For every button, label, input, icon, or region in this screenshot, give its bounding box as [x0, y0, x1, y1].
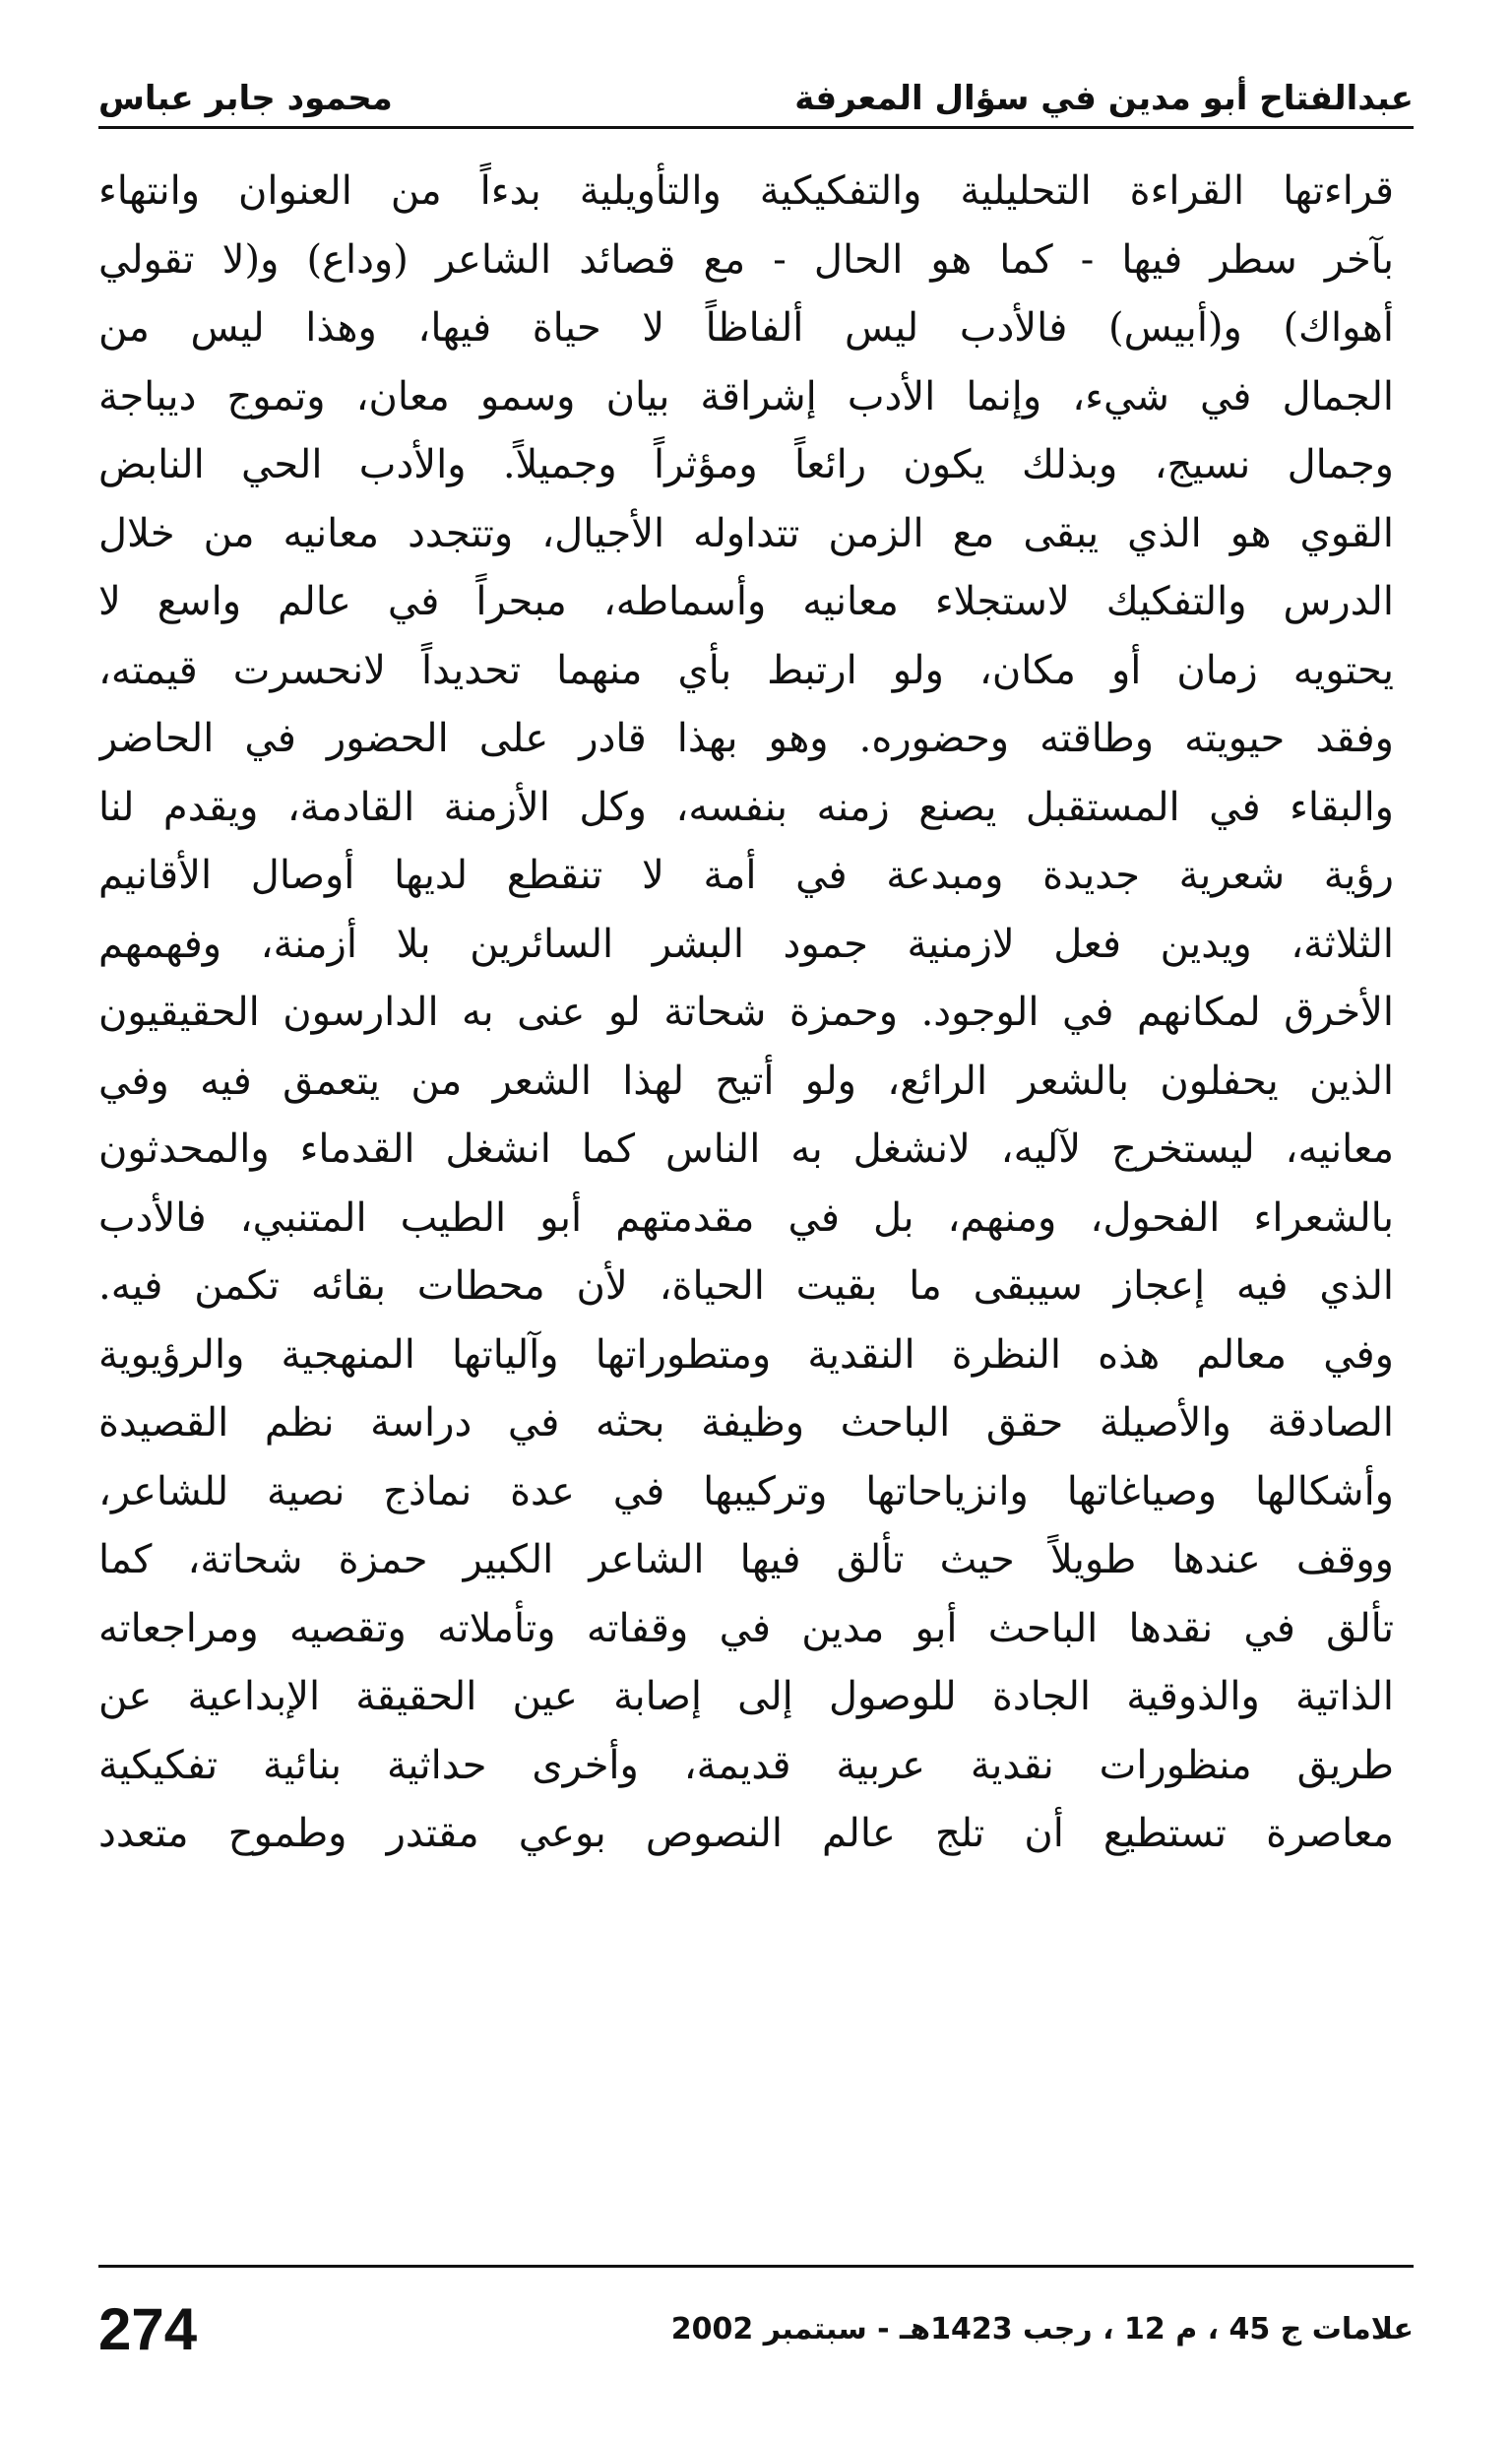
- text-line: أهواك) و(أبيس) فالأدب ليس ألفاظاً لا حياة فيها، وهذا ليس من: [98, 305, 1394, 351]
- page-number: 274: [98, 2295, 198, 2362]
- text-line: تألق في نقدها الباحث أبو مدين في وقفاته وتأملاته وتقصيه ومراجعاته: [98, 1605, 1394, 1651]
- text-line: بالشعراء الفحول، ومنهم، بل في مقدمتهم أبو الطيب المتنبي، فالأدب: [98, 1194, 1394, 1241]
- text-line: الصادقة والأصيلة حقق الباحث وظيفة بحثه في دراسة نظم القصيدة: [98, 1400, 1394, 1446]
- text-line: الثلاثة، ويدين فعل لازمنية جمود البشر السائرين بلا أزمنة، وفهمهم: [98, 921, 1394, 967]
- text-line: معاصرة تستطيع أن تلج عالم النصوص بوعي مقتدر وطموح متعدد: [98, 1811, 1394, 1856]
- text-line: الأخرق لمكانهم في الوجود. وحمزة شحاتة لو عنى به الدارسون الحقيقيون: [98, 990, 1394, 1035]
- text-line: يحتويه زمان أو مكان، ولو ارتبط بأي منهما تحديداً لانحسرت قيمته،: [98, 647, 1394, 693]
- text-line: رؤية شعرية جديدة ومبدعة في أمة لا تنقطع لديها أوصال الأقانيم: [98, 853, 1394, 898]
- text-line: الجمال في شيء، وإنما الأدب إشراقة بيان وسمو معان، وتموج ديباجة: [98, 373, 1394, 419]
- text-line: القوي هو الذي يبقى مع الزمن تتداوله الأجيال، وتتجدد معانيه من خلال: [98, 510, 1394, 556]
- body-text: [98, 158, 1394, 1869]
- text-line: بآخر سطر فيها - كما هو الحال - مع قصائد الشاعر (وداع) و(لا تقولي: [98, 236, 1394, 283]
- text-line: الذاتية والذوقية الجادة للوصول إلى إصابة عين الحقيقة الإبداعية عن: [98, 1674, 1394, 1719]
- text-line: طريق منظورات نقدية عربية قديمة، وأخرى حداثية بنائية تفكيكية: [98, 1742, 1394, 1788]
- footer-divider: [98, 2265, 1414, 2268]
- text-line: وفي معالم هذه النظرة النقدية ومتطوراتها وآلياتها المنهجية والرؤيوية: [98, 1331, 1394, 1378]
- header-divider: [98, 126, 1414, 129]
- text-line: وأشكالها وصياغاتها وانزياحاتها وتركيبها في عدة نماذج نصية للشاعر،: [98, 1468, 1394, 1514]
- text-line: وجمال نسيج، وبذلك يكون رائعاً ومؤثراً وجميلاً. والأدب الحي النابض: [98, 442, 1394, 487]
- text-line: وفقد حيويته وطاقته وحضوره. وهو بهذا قادر على الحضور في الحاضر: [98, 716, 1394, 761]
- text-line: الدرس والتفكيك لاستجلاء معانيه وأسماطه، مبحراً في عالم واسع لا: [98, 579, 1394, 624]
- header-author: محمود جابر عباس: [98, 79, 393, 118]
- journal-info: علامات ج 45 ، م 12 ، رجب 1423هـ - سبتمبر 2002: [670, 2311, 1414, 2346]
- text-line: معانيه، ليستخرج لآليه، لانشغل به الناس كما انشغل القدماء والمحدثون: [98, 1126, 1394, 1172]
- text-line: ووقف عندها طويلاً حيث تألق فيها الشاعر الكبير حمزة شحاتة، كما: [98, 1537, 1394, 1582]
- text-line: الذي فيه إعجاز سيبقى ما بقيت الحياة، لأن محطات بقائه تكمن فيه.: [98, 1263, 1394, 1309]
- text-line: الذين يحفلون بالشعر الرائع، ولو أتيح لهذا الشعر من يتعمق فيه وفي: [98, 1058, 1394, 1104]
- text-line: والبقاء في المستقبل يصنع زمنه بنفسه، وكل الأزمنة القادمة، ويقدم لنا: [98, 784, 1394, 830]
- running-footer: [98, 2284, 1414, 2373]
- running-header: [98, 49, 1414, 118]
- text-line: قراءتها القراءة التحليلية والتفكيكية والتأويلية بدءاً من العنوان وانتهاء: [98, 168, 1394, 214]
- header-title: عبدالفتاح أبو مدين في سؤال المعرفة: [794, 79, 1414, 118]
